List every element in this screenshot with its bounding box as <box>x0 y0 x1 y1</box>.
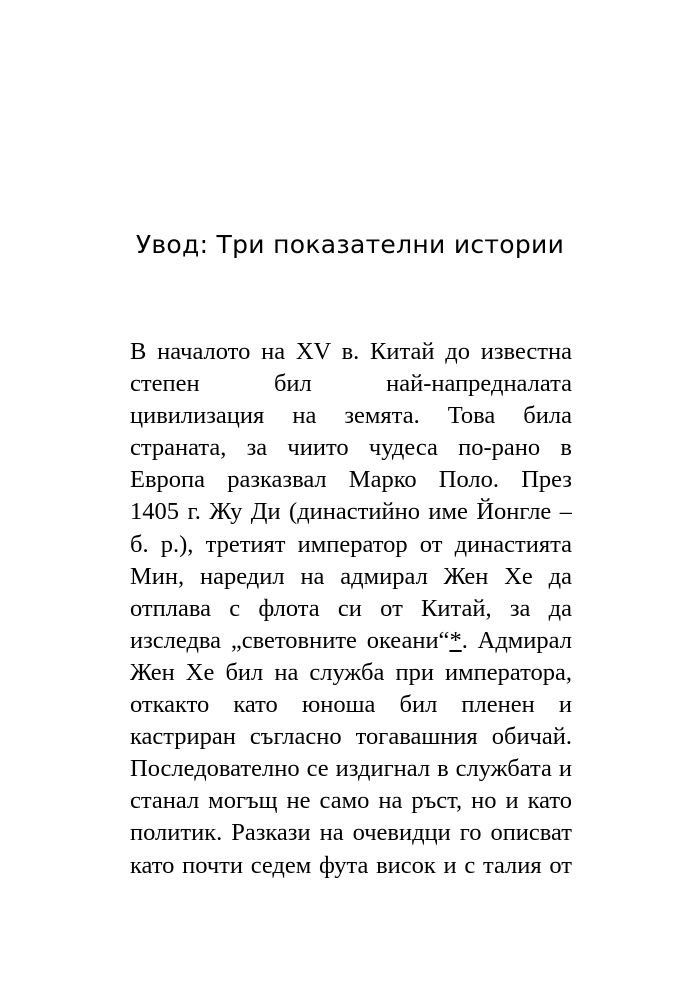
text-line-with-footnote <box>130 625 572 657</box>
body-paragraph <box>130 336 572 882</box>
text-line: станал могъщ не само на ръст, но и като <box>130 787 572 815</box>
text-line: Мин, наредил на адмирал Жен Хе да <box>130 562 572 590</box>
text-line: кастриран съгласно тогавашния обичай. <box>130 723 572 751</box>
text-line: като почти седем фута висок и с талия от <box>130 851 572 879</box>
footnote-link[interactable]: * <box>449 626 462 654</box>
text-line: 1405 г. Жу Ди (династийно име Йонгле – <box>130 498 572 526</box>
text-segment: . Адмирал <box>461 626 572 654</box>
text-line: политик. Разкази на очевидци го описват <box>130 819 572 847</box>
text-line: отплава с флота си от Китай, за да <box>130 594 572 622</box>
chapter-title: Увод: Три показателни истории <box>135 230 565 259</box>
text-line: В началото на XV в. Китай до известна <box>130 338 572 365</box>
text-line: откакто като юноша бил пленен и <box>130 691 572 719</box>
text-line: цивилизация на земята. Това била <box>130 402 572 430</box>
text-line: степен бил най-напредналата <box>130 370 572 398</box>
text-line: Европа разказвал Марко Поло. През <box>130 466 572 494</box>
text-line: Последователно се издигнал в службата и <box>130 755 572 783</box>
text-line: страната, за чиито чудеса по-рано в <box>130 434 572 462</box>
text-segment: изследва „световните океани“ <box>130 626 450 654</box>
text-line: Жен Хе бил на служба при императора, <box>130 658 572 686</box>
text-line: б. р.), третият император от династията <box>130 530 572 558</box>
